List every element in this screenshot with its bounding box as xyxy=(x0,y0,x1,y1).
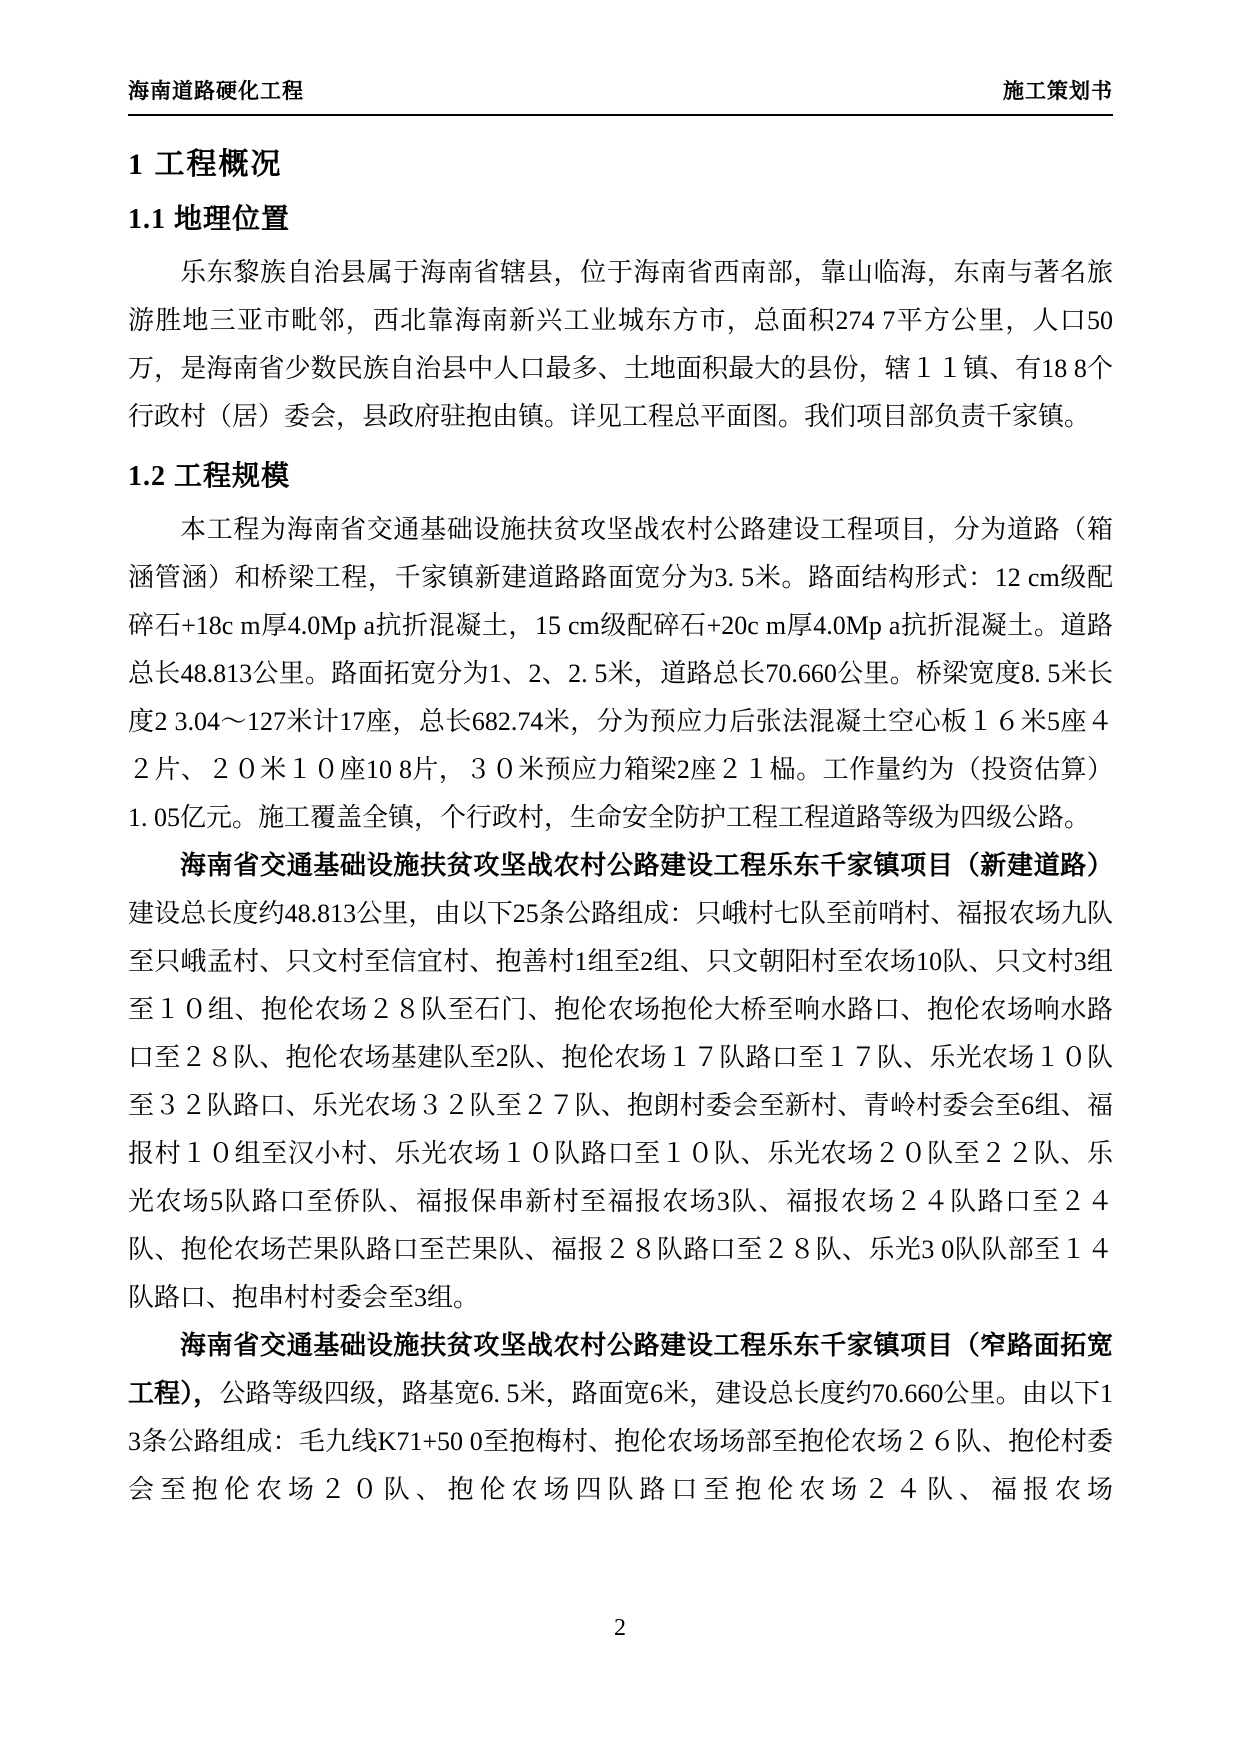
page-number: 2 xyxy=(614,1615,626,1641)
paragraph-location: 乐东黎族自治县属于海南省辖县，位于海南省西南部，靠山临海，东南与著名旅游胜地三亚市毗邻，西北靠海南新兴工业城东方市，总面积274 7平方公里，人口50万，是海南省少数民族自治县中人口最多、土地面积最大的县份，辖１１镇、有18 8个行政村（居）委会，县政府驻抱由镇。详见工程总平面图。我们项目部负责千家镇。 xyxy=(128,257,1113,431)
paragraph-new-roads xyxy=(128,842,1113,1322)
paragraph-new-roads-body: 建设总长度约48.813公里，由以下25条公路组成：只峨村七队至前哨村、福报农场九队至只峨孟村、只文村至信宜村、抱善村1组至2组、只文朝阳村至农场10队、只文村3组至１０组、抱伦农场２８队至石门、抱伦农场抱伦大桥至响水路口、抱伦农场响水路口至２８队、抱伦农场基建队至2队、抱伦农场１７队路口至１７队、乐光农场１０队至３２队路口、乐光农场３２队至２７队、抱朗村委会至新村、青岭村委会至6组、福报村１０组至汉小村、乐光农场１０队路口至１０队、乐光农场２０队至２２队、乐光农场5队路口至侨队、福报保串新村至福报农场3队、福报农场２４队路口至２４队、抱伦农场芒果队路口至芒果队、福报２８队路口至２８队、乐光3 0队队部至１４队路口、抱串村村委会至3组。 xyxy=(128,898,1113,1312)
paragraph-widening-lead: 海南省交通基础设施扶贫攻坚战农村公路建设工程乐东千家镇项目（窄路面拓宽工程）， xyxy=(128,1330,1113,1408)
paragraph-new-roads-lead: 海南省交通基础设施扶贫攻坚战农村公路建设工程乐东千家镇项目（新建道路） xyxy=(180,850,1113,880)
section-heading-overview: 1 工程概况 xyxy=(128,148,283,182)
subsection-heading-scale: 1.2 工程规模 xyxy=(128,460,291,492)
paragraph-scale: 本工程为海南省交通基础设施扶贫攻坚战农村公路建设工程项目，分为道路（箱涵管涵）和桥梁工程，千家镇新建道路路面宽分为3. 5米。路面结构形式：12 cm级配碎石+18c m厚4.0Mp a抗折混凝土，15 cm级配碎石+20c m厚4.0Mp a抗折混凝土。道路总长48.813公里。路面拓宽分为1、2、2. 5米，道路总长70.660公里。桥梁宽度8. 5米长度2 3.04～127米计17座，总长682.74米，分为预应力后张法混凝土空心板１６米5座４２片、２０米１０座10 8片，３０米预应力箱梁2座２１榀。工作量约为（投资估算）1. 05亿元。施工覆盖全镇，个行政村，生命安全防护工程工程道路等级为四级公路。 xyxy=(128,514,1113,832)
subsection-heading-location: 1.1 地理位置 xyxy=(128,203,291,235)
header-left-title: 海南道路硬化工程 xyxy=(128,79,304,103)
paragraph-widening-body: 公路等级四级，路基宽6. 5米，路面宽6米，建设总长度约70.660公里。由以下13条公路组成：毛九线K71+50 0至抱梅村、抱伦农场场部至抱伦农场２６队、抱伦村委会至抱伦农场２０队、抱伦农场四队路口至抱伦农场２４队、福报农场 xyxy=(128,1378,1113,1504)
paragraph-widening xyxy=(128,1322,1113,1514)
header-right-title: 施工策划书 xyxy=(1003,79,1113,103)
page-header xyxy=(128,78,1113,116)
